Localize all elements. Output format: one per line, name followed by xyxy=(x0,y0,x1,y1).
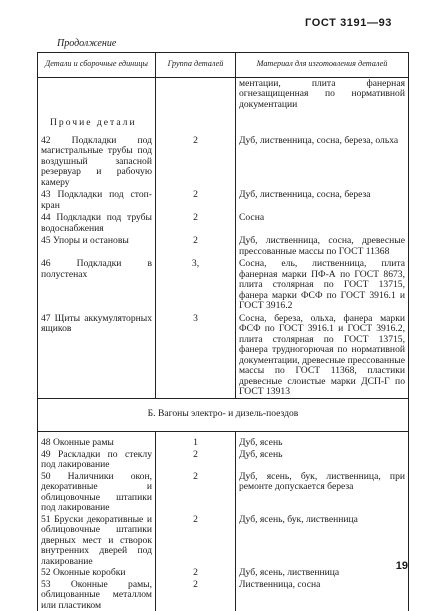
continuation-label: Продолжение xyxy=(57,38,116,49)
table-row xyxy=(38,133,409,189)
material-cell: Дуб, лиственница, сосна, древесные прессованные массы по ГОСТ 11368 xyxy=(236,234,409,257)
table-row xyxy=(38,257,409,312)
table-row xyxy=(38,579,409,611)
table-row xyxy=(38,514,409,568)
material-cell: ментации, плита фанерная огнезащищенная по нормативной документации xyxy=(236,77,409,110)
material-cell: Дуб, ясень, бук, лиственница xyxy=(236,514,409,568)
material-cell: Сосна, береза, ольха, фанера марки ФСФ по ГОСТ 3916.1 и ГОСТ 3916.2, плита столярная по ГОСТ 13715, фанера трудногорючая по нормативной документации, древесные прессованные массы по ГОСТ 11368, пластики древесные слоистые марки ДСП-Г по ГОСТ 13913 xyxy=(236,312,409,399)
table-row xyxy=(38,211,409,234)
page-number: 19 xyxy=(396,560,408,572)
material-cell: Сосна xyxy=(236,211,409,234)
table-row xyxy=(38,471,409,514)
name-cell: 43 Подкладки под стоп-кран xyxy=(38,188,156,211)
section-row xyxy=(38,398,409,432)
name-cell: 51 Бруски декоративные и облицовочные штапики дверных мест и створок внутренних дверей под лакирование xyxy=(38,514,156,568)
table-row xyxy=(38,110,409,133)
table-header-row xyxy=(38,53,409,78)
name-cell: 48 Оконные рамы xyxy=(38,432,156,449)
table-row xyxy=(38,77,409,110)
section-heading: Б. Вагоны электро- и дизель-поездов xyxy=(38,398,409,432)
table-row xyxy=(38,312,409,399)
name-cell: 50 Наличники окон, декоративные и облицовочные штапики под лакирование xyxy=(38,471,156,514)
group-cell: 2 xyxy=(156,211,236,234)
name-cell: 52 Оконные коробки xyxy=(38,567,156,579)
column-header-group: Группа деталей xyxy=(156,53,236,78)
group-cell: 2 xyxy=(156,567,236,579)
group-cell: 2 xyxy=(156,234,236,257)
name-cell: 42 Подкладки под магистральные трубы под воздушный запасной резервуар и рабочую камеру xyxy=(38,133,156,189)
group-cell: 2 xyxy=(156,449,236,471)
material-cell: Дуб, лиственница, сосна, береза, ольха xyxy=(236,133,409,189)
table-row xyxy=(38,188,409,211)
table-body-b xyxy=(38,398,409,611)
other-parts-heading: Прочие детали xyxy=(38,110,156,133)
document-id: ГОСТ 3191—93 xyxy=(305,17,392,29)
group-cell: 2 xyxy=(156,471,236,514)
group-cell: 1 xyxy=(156,432,236,449)
group-cell: 3, xyxy=(156,257,236,312)
material-cell: Дуб, лиственница, сосна, береза xyxy=(236,188,409,211)
group-cell: 2 xyxy=(156,579,236,611)
name-cell: 44 Подкладки под трубы водоснабжения xyxy=(38,211,156,234)
name-cell: 53 Оконные рамы, облицованные металлом или пластиком xyxy=(38,579,156,611)
column-header-material: Материал для изготовления деталей xyxy=(236,53,409,78)
group-cell: 2 xyxy=(156,133,236,189)
material-cell: Дуб, ясень xyxy=(236,449,409,471)
material-cell: Дуб, ясень, лиственница xyxy=(236,567,409,579)
table-row xyxy=(38,567,409,579)
name-cell: 47 Щиты аккумуляторных ящиков xyxy=(38,312,156,399)
table-body xyxy=(38,77,409,398)
group-cell: 2 xyxy=(156,188,236,211)
materials-table xyxy=(37,52,409,611)
material-cell: Сосна, ель, лиственница, плита фанерная марки ПФ-А по ГОСТ 8673, плита столярная по ГОСТ 13715, фанера марки ФСФ по ГОСТ 3916.1 и ГОСТ 3916.2 xyxy=(236,257,409,312)
group-cell: 3 xyxy=(156,312,236,399)
material-cell: Лиственница, сосна xyxy=(236,579,409,611)
column-header-parts: Детали и сборочные единицы xyxy=(38,53,156,78)
material-cell: Дуб, ясень, бук, лиственница, при ремонте допускается береза xyxy=(236,471,409,514)
name-cell: 45 Упоры и остановы xyxy=(38,234,156,257)
name-cell: 49 Раскладки по стеклу под лакирование xyxy=(38,449,156,471)
table-row xyxy=(38,449,409,471)
material-cell: Дуб, ясень xyxy=(236,432,409,449)
name-cell: 46 Подкладки в полустенах xyxy=(38,257,156,312)
group-cell: 2 xyxy=(156,514,236,568)
table-row xyxy=(38,432,409,449)
table-row xyxy=(38,234,409,257)
